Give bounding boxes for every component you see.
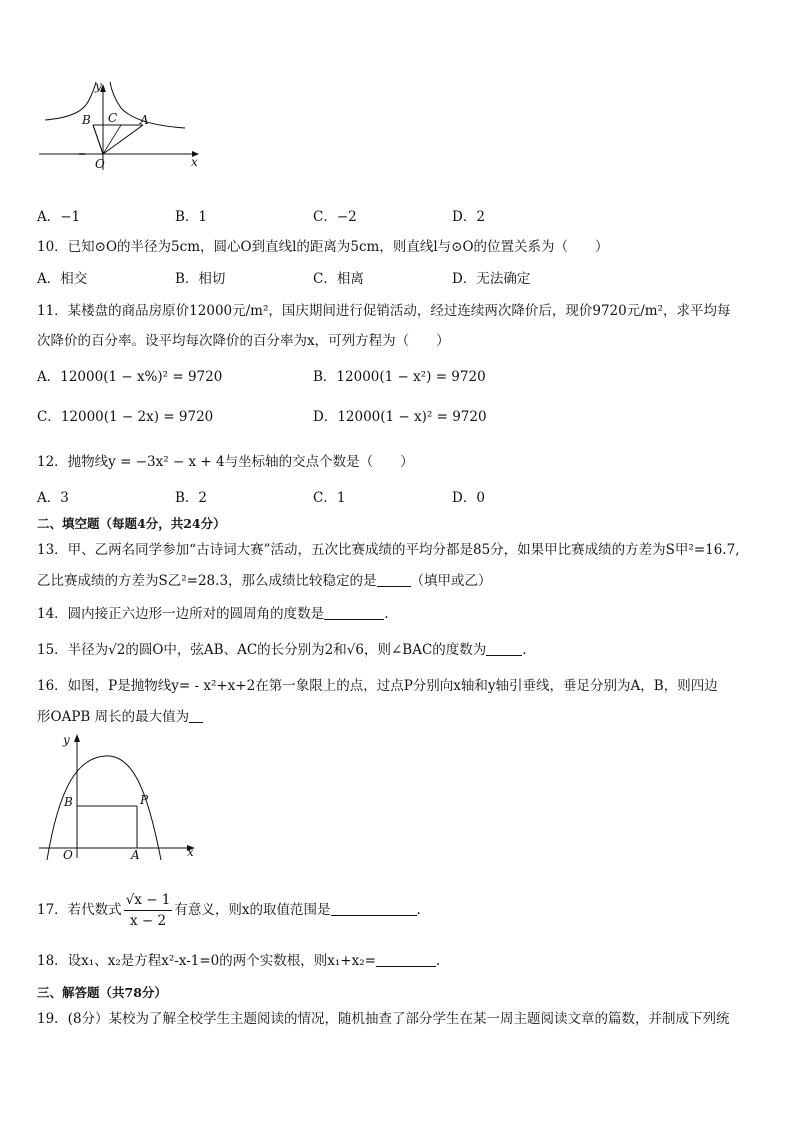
fig1-label-o: O [95, 157, 105, 171]
q18-answer-blank[interactable] [376, 952, 436, 967]
q11-option-a: A．12000(1 − x%)² = 9720 [37, 369, 223, 385]
q18-line [37, 952, 440, 970]
fig1-label-c: C [108, 111, 118, 125]
fig2-label-b: B [64, 795, 73, 809]
q18-text: 18．设x₁、x₂是方程x²-x-1=0的两个实数根，则x₁+x₂= [37, 953, 376, 969]
q10-option-d: D．无法确定 [452, 271, 531, 287]
q12-option-c: C．1 [313, 490, 346, 506]
q13-tail: （填甲或乙） [410, 573, 492, 589]
fig2-label-y: y [63, 733, 70, 747]
q15-text: 15．半径为√2的圆O中，弦AB、AC的长分别为2和√6，则∠BAC的度数为 [37, 642, 487, 658]
q13-line2-text: 乙比赛成绩的方差为S乙²=28.3，那么成绩比较稳定的是 [37, 573, 377, 589]
fig2-label-o: O [63, 848, 73, 862]
fig1-label-b: B [82, 113, 91, 127]
q16-line1: 16．如图，P是抛物线y= - x²+x+2在第一象限上的点，过点P分别向x轴和y轴引垂线，垂足分别为A，B，则四边 [37, 678, 718, 694]
fig2-label-x: x [187, 845, 194, 859]
q18-tail: . [435, 953, 441, 969]
q12-option-d: D．0 [452, 490, 485, 506]
q14-answer-blank[interactable] [324, 605, 384, 620]
q12-stem: 12．抛物线y = −3x² − x + 4与坐标轴的交点个数是（ ） [37, 454, 414, 470]
q11-option-b: B．12000(1 − x²) = 9720 [313, 369, 486, 385]
q16-answer-blank[interactable] [189, 708, 203, 723]
fig2-label-a: A [131, 848, 140, 862]
q9-option-b: B．1 [175, 209, 208, 225]
q13-line1: 13．甲、乙两名同学参加“古诗词大赛”活动，五次比赛成绩的平均分都是85分，如果甲比赛成绩的方差为S甲²=16.7, [37, 542, 740, 558]
q15-line [37, 641, 527, 659]
q17-denominator: x − 2 [129, 913, 167, 929]
q11-option-d: D．12000(1 − x)² = 9720 [313, 409, 487, 425]
q17-answer-blank[interactable] [331, 901, 417, 916]
q11-stem-line1: 11．某楼盘的商品房原价12000元/m²，国庆期间进行促销活动，经过连续两次降价后，现价9720元/m²，求平均每 [37, 303, 731, 319]
fig1-label-x: x [191, 155, 198, 169]
q9-option-c: C．−2 [313, 209, 357, 225]
q17-pre: 17．若代数式 [37, 902, 122, 918]
q10-option-a: A．相交 [37, 271, 88, 287]
q17-post: 有意义，则x的取值范围是 [174, 902, 331, 918]
q17-tail: . [416, 902, 421, 918]
q16-line2-text: 形OAPB 周长的最大值为 [37, 709, 190, 725]
parabola-figure [37, 728, 202, 865]
hyperbola-figure [37, 78, 207, 173]
q13-line2 [37, 572, 492, 590]
q13-answer-blank[interactable] [377, 572, 411, 587]
q15-tail: . [522, 642, 527, 658]
q11-option-c: C．12000(1 − 2x) = 9720 [37, 409, 214, 425]
q16-line2 [37, 708, 203, 726]
q14-text: 14．圆内接正六边形一边所对的圆周角的度数是 [37, 606, 325, 622]
q17-numerator: √x − 1 [124, 890, 173, 911]
q19-line: 19．(8分）某校为了解全校学生主题阅读的情况，随机抽查了部分学生在某一周主题阅读文章的篇数，并制成下列统 [37, 1011, 730, 1027]
q14-line [37, 605, 388, 623]
section3-heading: 三、解答题（共78分） [37, 985, 167, 1000]
q12-option-a: A．3 [37, 490, 69, 506]
q9-option-d: D．2 [452, 209, 485, 225]
q17-fraction [124, 890, 173, 931]
fig1-label-a: A [140, 113, 149, 127]
q14-tail: . [384, 606, 389, 622]
q17-line [37, 890, 421, 931]
q12-option-b: B．2 [175, 490, 208, 506]
section2-heading: 二、填空题（每题4分，共24分） [37, 516, 226, 531]
q11-stem-line2: 次降价的百分率。设平均每次降价的百分率为x，可列方程为（ ） [37, 333, 450, 349]
q10-option-b: B．相切 [175, 271, 226, 287]
fig2-label-p: P [140, 793, 149, 807]
q9-option-a: A．−1 [37, 209, 81, 225]
q10-option-c: C．相离 [313, 271, 364, 287]
fig1-label-y: y [95, 79, 102, 93]
q10-stem: 10．已知⊙O的半径为5cm，圆心O到直线l的距离为5cm，则直线l与⊙O的位置关系为（ ） [37, 239, 609, 255]
q15-answer-blank[interactable] [486, 641, 522, 656]
